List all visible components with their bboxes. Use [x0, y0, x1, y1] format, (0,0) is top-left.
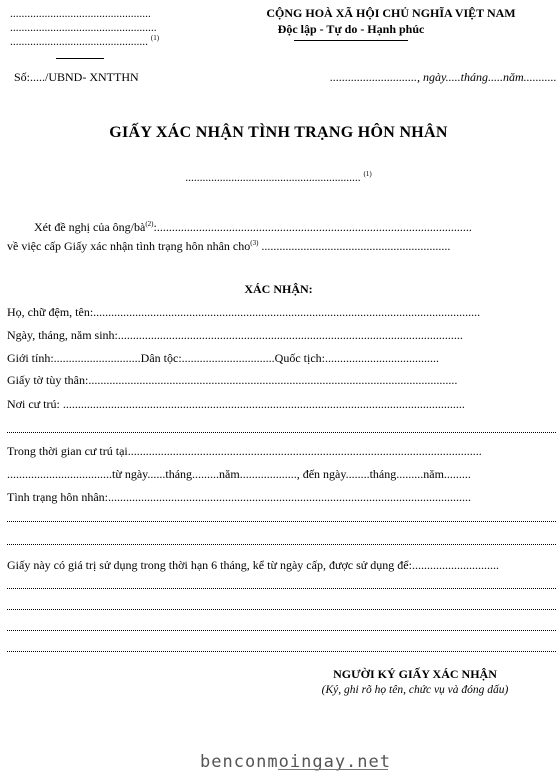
agency-underline [56, 58, 104, 59]
field-dob: Ngày, tháng, năm sinh:................................................................................................................... [7, 328, 463, 342]
purpose-line-3 [7, 630, 556, 631]
watermark-underline [278, 769, 388, 770]
doc-number: Số:...../UBND- XNTTHN [14, 70, 139, 84]
document-title: GIẤY XÁC NHẬN TÌNH TRẠNG HÔN NHÂN [109, 124, 448, 141]
agency-line-2: ................................................... [10, 22, 157, 34]
residence-extra-line [7, 432, 556, 433]
motto: Độc lập - Tự do - Hạnh phúc [277, 22, 425, 36]
country-name: CỘNG HOÀ XÃ HỘI CHỦ NGHĨA VIỆT NAM [266, 6, 516, 20]
confirm-heading: XÁC NHẬN: [244, 282, 313, 296]
agency-line-3: ................................................ $^{(1)}$ [10, 34, 160, 48]
field-validity: Giấy này có giá trị sử dụng trong thời hạn 6 tháng, kể từ ngày cấp, được sử dụng để:............................. [7, 558, 499, 572]
agency-line-1: ................................................. [10, 8, 151, 20]
issuer-note: (1) [363, 170, 372, 179]
issuer-line: ............................................................. $^{(1)}$ [185, 170, 372, 184]
field-period-line-1: Trong thời gian cư trú tại...................................................................................................................... [7, 444, 482, 458]
marital-extra-line-1 [7, 521, 556, 522]
purpose-line-2 [7, 609, 556, 610]
date-line: ............................., ngày.....tháng.....năm........... [330, 70, 557, 84]
marital-extra-line-2 [7, 544, 556, 545]
purpose-line-4 [7, 651, 556, 652]
motto-underline [294, 40, 408, 41]
field-gender-ethnicity-nationality: Giới tính:.............................Dân tộc:...............................Quốc tịch:...................................... [7, 351, 439, 365]
request-line-2: về việc cấp Giấy xác nhận tình trạng hôn nhân cho$^{(3)}$ ............................................................... [7, 239, 451, 253]
field-marital-status: Tình trạng hôn nhân:......................................................................................................................... [7, 490, 471, 504]
field-period-line-2: ...................................từ ngày......tháng.........năm..................., đến ngày........tháng.........năm......... [7, 467, 471, 481]
purpose-line-1 [7, 588, 556, 589]
signature-note: (Ký, ghi rõ họ tên, chức vụ và đóng dấu) [321, 684, 509, 696]
field-name: Họ, chữ đệm, tên:................................................................................................................................. [7, 305, 481, 319]
agency-note: (1) [150, 34, 160, 43]
field-id-paper: Giấy tờ tùy thân:........................................................................................................................... [7, 373, 458, 387]
signature-title: NGƯỜI KÝ GIẤY XÁC NHẬN [333, 667, 497, 681]
watermark: benconmoingay.net [200, 752, 391, 772]
request-line-1: Xét đề nghị của ông/$bà^{(2)}$:......................................................................................................... [34, 220, 472, 234]
field-residence: Nơi cư trú: ...................................................................................................................................... [7, 397, 465, 411]
